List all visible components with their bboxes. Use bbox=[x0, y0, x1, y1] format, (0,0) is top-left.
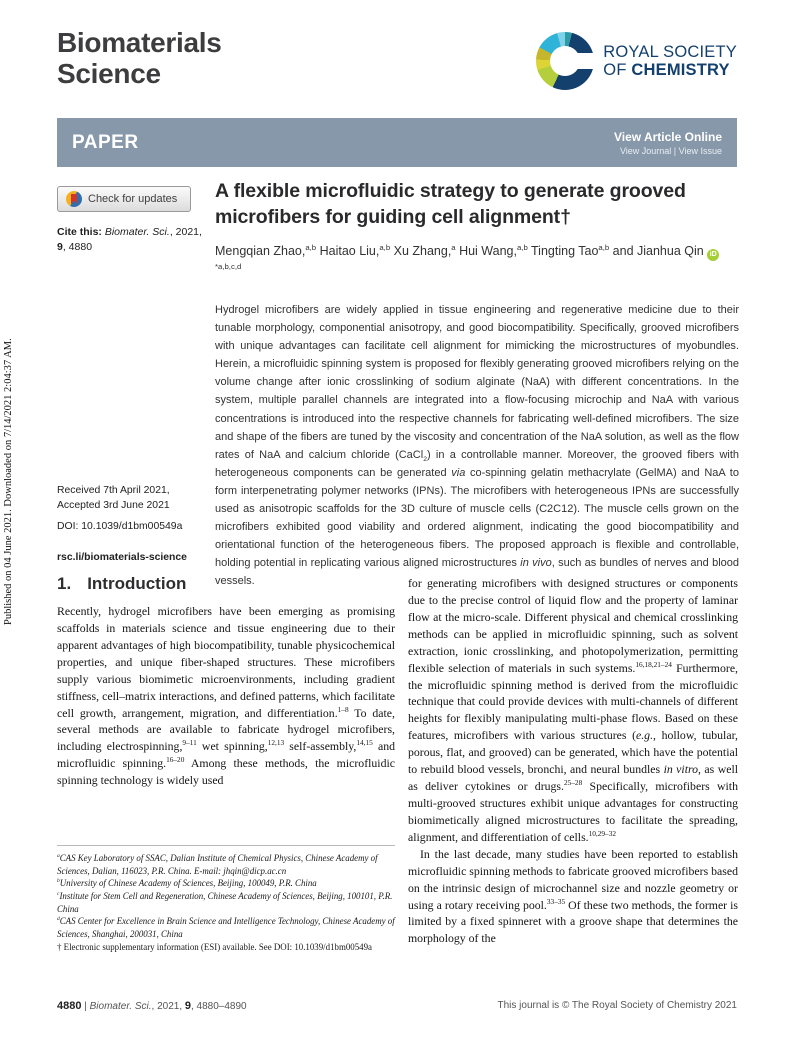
doi: DOI: 10.1039/d1bm00549a bbox=[57, 521, 183, 533]
footer-copyright: This journal is © The Royal Society of Chemistry 2021 bbox=[497, 1000, 737, 1011]
crossmark-ribbon bbox=[71, 194, 77, 204]
rsc-logo-line1: ROYAL SOCIETY bbox=[603, 42, 737, 61]
footnote-b: $^b$University of Chinese Academy of Sciences, Beijing, 100049, P.R. China bbox=[57, 878, 317, 889]
journal-title-line2: Science bbox=[57, 57, 161, 89]
article-dates-block bbox=[57, 484, 212, 565]
abstract-text: Hydrogel microfibers are widely applied in tissue engineering and regenerative medicine due to their tunable morphology, componential anisotropy, and good biocompatibility. Specifically, grooved microfibers with unique advantages can facilitate cell alignment for mimicking the microstructures of myobundles. Herein, a microfluidic spinning system is proposed for flexibly generating grooved microfibers relying on the volume change after ionic crosslinking of sodium alginate (NaA) with different concentrations. In the system, multiple parallel channels are integrated into a flow-focusing microchip and NaA with various concentrations is introduced into the respective channels for fabricating well-defined microfibers. The size and shape of the fibers are tuned by the viscosity and concentration of the NaA solution, as well as the flow rates of NaA and calcium chloride (CaCl$_2$) in a controllable manner. Moreover, the grooved fibers with heterogeneous components can be generated via co-spinning gelatin methacrylate (GelMA) and NaA to form interpenetrating polymer networks (IPNs). The microfibers with heterogeneous IPNs are successfully used as anisotropic scaffolds for the 3D culture of muscle cells (C2C12). The muscle cells grown on the microfibers exhibited good viability and ordered alignment, indicating the good biocompatibility and orientational function of the heterogeneous fibers. The proposed approach is flexible and controllable, holding potential in replicating various aligned microstructures in vivo, such as bundles of nerves and blood vessels. bbox=[215, 304, 740, 588]
footnote-d: $^d$CAS Center for Excellence in Brain Science and Intelligence Technology, Chinese Academy of Sciences, Shanghai, 200031, China bbox=[57, 916, 395, 939]
orcid-icon[interactable]: iD bbox=[707, 249, 719, 261]
accepted-date: Accepted 3rd June 2021 bbox=[57, 499, 170, 511]
citation-info: Cite this: Biomater. Sci., 2021, 9, 4880 bbox=[57, 226, 202, 254]
check-for-updates-button[interactable] bbox=[57, 186, 191, 212]
footnote-a: $^a$CAS Key Laboratory of SSAC, Dalian Institute of Chemical Physics, Chinese Academy of Sciences, Dalian, 116023, P.R. China. E-mail: jhqin@dicp.ac.cn bbox=[57, 853, 378, 876]
intro-paragraph-right-2: In the last decade, many studies have been reported to establish microfluidic spinning methods to fabricate grooved microfibers based on the intrinsic design of microchannel size and nozzle geometry or using a rotary receiving pool.$^{33-35}$ Of these two methods, the former is limited by a fixed spinneret with a groove shape that determines the morphology of the bbox=[408, 846, 739, 946]
journal-title-line1: Biomaterials bbox=[57, 27, 222, 58]
intro-paragraph-right-1: for generating microfibers with designed structures or components due to the precise control of liquid flow and the property of laminar flow at the micro-scale. Different physical and chemical crosslinking methods can be applied in microfluidic spinning, such as solvent extraction, ionic crosslinking, and photopolymerization, permitting flexible selection of materials in such systems.$^{16,18,21-24}$ Furthermore, the microfluidic spinning method is derived from the microfluidic technique that could provide devices with multi-channels of different heights for flexibly manipulating multi-phase flows. Based on these features, microfibers with various structures (e.g., hollow, tubular, porous, flat, and grooved) can be generated, which have the potential to rebuild blood vessels, bronchi, and neural bundles in vitro, as well as deliver cytokines or drugs.$^{25-28}$ Specifically, microfibers with multi-grooved structures exhibit unique advantages for constructing biomimetically aligned microstructures to facilitate the spreading, alignment, and differentiation of cells.$^{10,29-32}$ bbox=[408, 576, 738, 844]
left-column bbox=[57, 603, 395, 789]
crossmark-icon bbox=[66, 191, 82, 207]
footnote-c: $^c$Institute for Stem Cell and Regeneration, Chinese Academy of Sciences, Beijing, 100101, P.R. China bbox=[57, 890, 393, 914]
rsc-logo-line2: OF CHEMISTRY bbox=[603, 61, 730, 79]
page-header bbox=[57, 28, 737, 90]
rsc-ring-hole bbox=[550, 46, 580, 76]
journal-title bbox=[57, 28, 221, 90]
banner-links bbox=[614, 130, 722, 156]
rsc-ring-icon bbox=[536, 32, 594, 90]
page-footer bbox=[57, 1000, 737, 1012]
publication-timestamp-sidebar: Published on 04 June 2021. Downloaded on 7/14/2021 2:04:37 AM. bbox=[3, 338, 14, 625]
corresponding-author-marks: *a,b,c,d bbox=[215, 262, 242, 272]
check-for-updates-label: Check for updates bbox=[88, 193, 178, 205]
journal-url-link[interactable]: rsc.li/biomaterials-science bbox=[57, 551, 187, 563]
author-list bbox=[215, 242, 740, 281]
received-date: Received 7th April 2021, bbox=[57, 485, 170, 496]
affiliation-footnotes bbox=[57, 845, 395, 954]
rsc-logo-text bbox=[603, 43, 737, 80]
footer-citation: 4880 | Biomater. Sci., 2021, 9, 4880–4890 bbox=[57, 1000, 247, 1012]
section-number: 1. bbox=[57, 574, 72, 593]
author-names: Mengqian Zhao,$^{a,b}$ Haitao Liu,$^{a,b}$ Xu Zhang,$^a$ Hui Wang,$^{a,b}$ Tingting Tao$^{a,b}$ and Jianhua Qin bbox=[215, 242, 708, 258]
view-article-online-link[interactable]: View Article Online bbox=[613, 129, 722, 144]
article-title: A flexible microfluidic strategy to generate grooved microfibers for guiding cell alignment† bbox=[215, 180, 686, 228]
rsc-logo bbox=[536, 32, 737, 90]
right-column bbox=[408, 575, 738, 947]
section-heading-introduction bbox=[57, 574, 186, 594]
paper-type-banner bbox=[57, 118, 737, 167]
paper-type-label: PAPER bbox=[72, 131, 139, 153]
intro-paragraph-left: Recently, hydrogel microfibers have been emerging as promising scaffolds in materials science and tissue engineering due to their apparent advantages of high biocompatibility, tunable physicochemical properties, and unique fiber-shaped structures. These microfibers supply various biomimetic microenvironments, including gradient stiffness, cell–matrix interactions, and defined patterns, which facilitate cell growth, arrangement, migration, and differentiation.$^{1-8}$ To date, several methods are available to fabricate hydrogel microfibers, including electrospinning,$^{9-11}$ wet spinning,$^{12,13}$ self-assembly,$^{14,15}$ and microfluidic spinning.$^{16-20}$ Among these methods, the microfluidic spinning technology is widely used bbox=[57, 604, 396, 788]
footnote-esi: † Electronic supplementary information (ESI) available. See DOI: 10.1039/d1bm00549a bbox=[57, 942, 372, 953]
section-title: Introduction bbox=[87, 574, 187, 593]
view-journal-issue-link[interactable]: View Journal | View Issue bbox=[619, 145, 722, 156]
